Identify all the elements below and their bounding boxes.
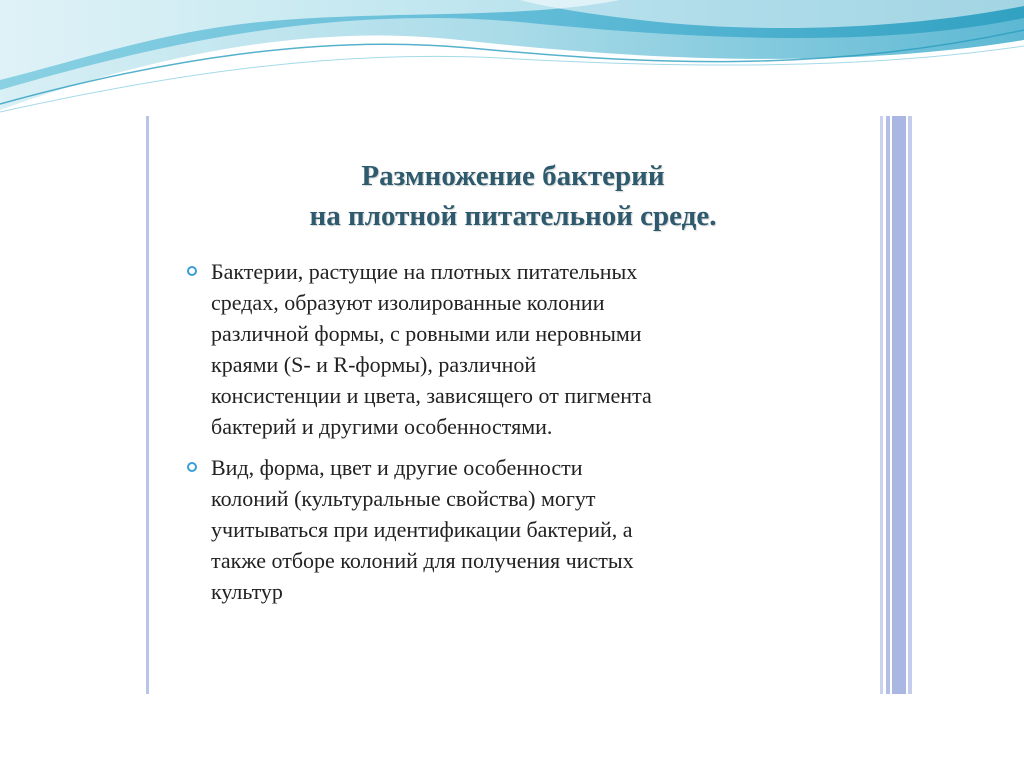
bullet-2-line: культур [211,579,283,604]
title-line-1: Размножение бактерий [361,160,665,192]
slide-title [146,156,880,236]
bullet-1-line: бактерий и другими особенностями. [211,414,553,439]
bullet-1-line: Бактерии, растущие на плотных питательных [211,259,638,284]
bullet-list [186,256,846,617]
wave-header-decoration [0,0,1024,130]
bullet-2-line: учитываться при идентификации бактерий, а [211,517,633,542]
bullet-2-line: колоний (культуральные свойства) могут [211,486,596,511]
bullet-1-line: различной формы, с ровными или неровными [211,321,642,346]
hollow-circle-bullet-icon [187,266,197,276]
title-line-2: на плотной питательной среде. [309,200,717,232]
bullet-1-line: краями (S- и R-формы), различной [211,352,537,377]
bullet-item-2 [186,452,846,607]
bullet-1-line: средах, образуют изолированные колонии [211,290,605,315]
bullet-1-line: консистенции и цвета, зависящего от пигмента [211,383,652,408]
panel-right-stripes [880,116,914,694]
bullet-text-2 [211,452,846,607]
bullet-text-1 [211,256,846,442]
content-panel [146,116,914,694]
bullet-2-line: Вид, форма, цвет и другие особенности [211,455,583,480]
hollow-circle-bullet-icon [187,462,197,472]
bullet-item-1 [186,256,846,442]
bullet-2-line: также отборе колоний для получения чистых [211,548,634,573]
